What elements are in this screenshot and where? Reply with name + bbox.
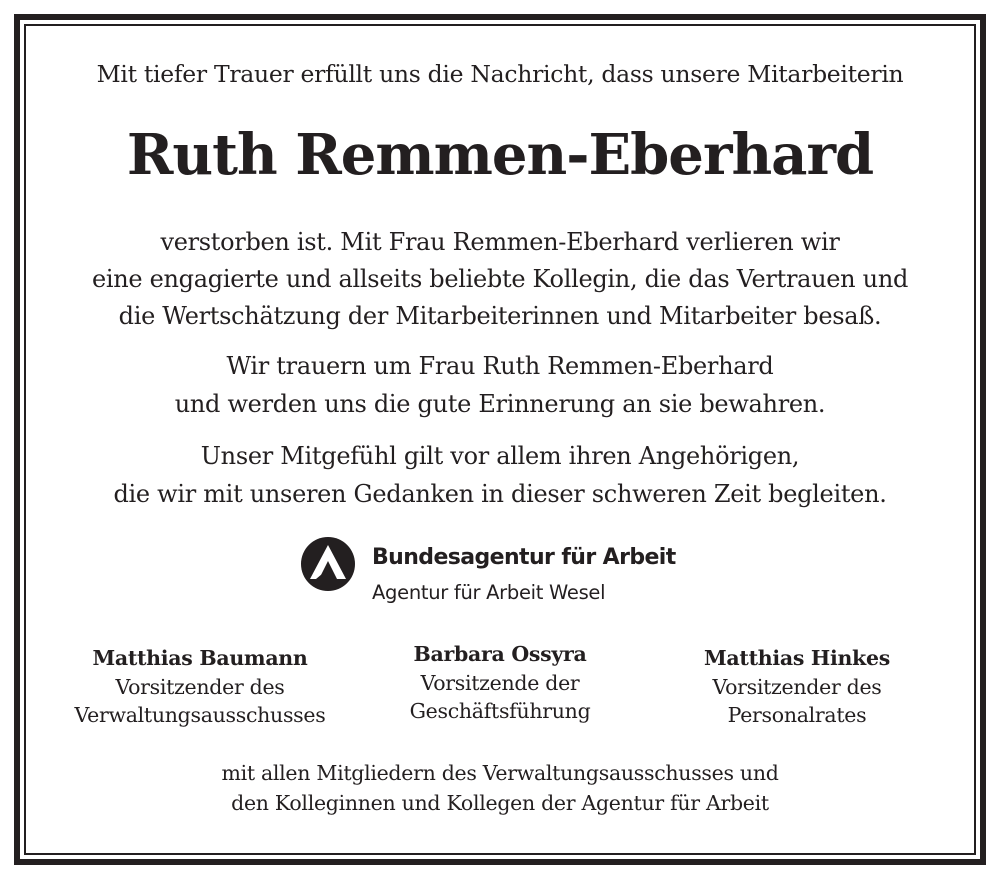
signatory-1 [55,643,345,729]
signatory-name: Matthias Hinkes [704,646,890,670]
ba-logo-icon [300,536,356,592]
deceased-name: Ruth Remmen-Eberhard [126,122,874,188]
paragraph2-line1: Wir trauern um Frau Ruth Remmen-Eberhard [226,352,774,380]
organization-name: Bundesagentur für Arbeit [372,545,676,570]
paragraph1-line2: eine engagierte und allseits beliebte Kollegin, die das Vertrauen und [91,265,909,293]
signatory-name: Matthias Baumann [92,646,308,670]
signatory-role-line1: Vorsitzender des [712,675,882,699]
intro-text: Mit tiefer Trauer erfüllt uns die Nachricht, dass unsere Mitarbeiterin [96,60,904,88]
signatory-role-line1: Vorsitzende der [420,671,580,695]
paragraph2-line2: und werden uns die gute Erinnerung an sie bewahren. [174,390,826,418]
paragraph3-line2: die wir mit unseren Gedanken in dieser schweren Zeit begleiten. [113,480,887,508]
signatory-role-line1: Vorsitzender des [115,675,285,699]
footer-line2: den Kolleginnen und Kollegen der Agentur für Arbeit [231,791,769,815]
paragraph1-line3: die Wertschätzung der Mitarbeiterinnen und Mitarbeiter besaß. [118,302,882,330]
organization-subtitle: Agentur für Arbeit Wesel [372,581,606,604]
signatory-3 [652,643,942,729]
signatory-name: Barbara Ossyra [413,642,587,666]
paragraph3-line1: Unser Mitgefühl gilt vor allem ihren Angehörigen, [200,442,800,470]
paragraph1-line1: verstorben ist. Mit Frau Remmen-Eberhard verlieren wir [160,228,840,256]
signatory-role-line2: Personalrates [727,703,867,727]
footer-line1: mit allen Mitgliedern des Verwaltungsausschusses und [221,761,779,785]
signatory-role-line2: Geschäftsführung [409,699,591,723]
signatory-role-line2: Verwaltungsausschusses [74,703,326,727]
signatory-2 [355,639,645,725]
